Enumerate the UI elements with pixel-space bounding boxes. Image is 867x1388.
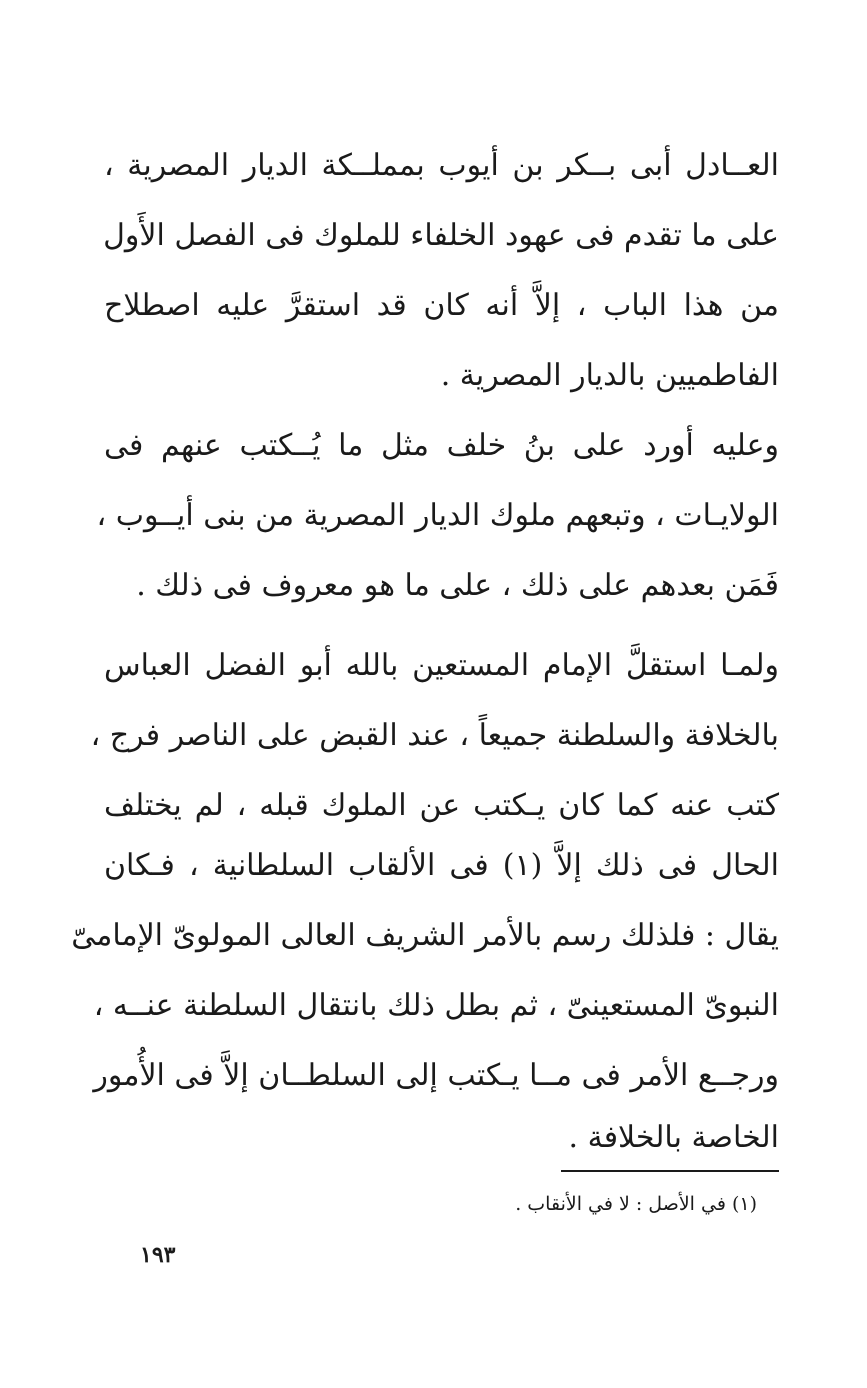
body-line-11: الحال فى ذلك إلاَّ (١) فى الألقاب السلطانية ، فـكان — [104, 848, 779, 883]
body-line-7: فَمَن بعدهم على ذلك ، على ما هو معروف فى ذلك . — [136, 568, 779, 603]
body-line-4: الفاطميين بالديار المصرية . — [440, 358, 779, 393]
footnote-divider — [561, 1170, 779, 1172]
body-line-14: ورجــع الأمر فى مــا يـكتب إلى السلطــان إلاَّ فى الأُمور — [93, 1058, 779, 1093]
body-line-3: من هذا الباب ، إلاَّ أنه كان قد استقرَّ عليه اصطلاح — [104, 288, 779, 323]
body-line-10: كتب عنه كما كان يـكتب عن الملوك قبله ، لم يختلف — [104, 788, 779, 823]
body-line-6: الولايـات ، وتبعهم ملوك الديار المصرية من بنى أيــوب ، — [96, 498, 779, 533]
body-line-13: النبوىّ المستعينىّ ، ثم بطل ذلك بانتقال السلطنة عنــه ، — [93, 988, 779, 1023]
body-line-2: على ما تقدم فى عهود الخلفاء للملوك فى الفصل الأَول — [103, 218, 779, 253]
body-line-9: بالخلافة والسلطنة جميعاً ، عند القبض على الناصر فرج ، — [90, 718, 779, 753]
body-line-5: وعليه أورد على بنُ خلف مثل ما يُــكتب عنهم فى — [104, 428, 779, 463]
page-number: ١٩٣ — [140, 1242, 176, 1268]
footnote: (١) في الأصل : لا في الأنقاب . — [515, 1193, 757, 1215]
body-line-1: العــادل أبى بــكر بن أيوب بمملــكة الديار المصرية ، — [104, 148, 779, 183]
body-line-12: يقال : فلذلك رسم بالأمر الشريف العالى المولوىّ الإمامىّ — [71, 918, 779, 953]
body-line-15: الخاصة بالخلافة . — [568, 1120, 779, 1155]
body-line-8: ولمـا استقلَّ الإمام المستعين بالله أبو الفضل العباس — [104, 648, 779, 683]
